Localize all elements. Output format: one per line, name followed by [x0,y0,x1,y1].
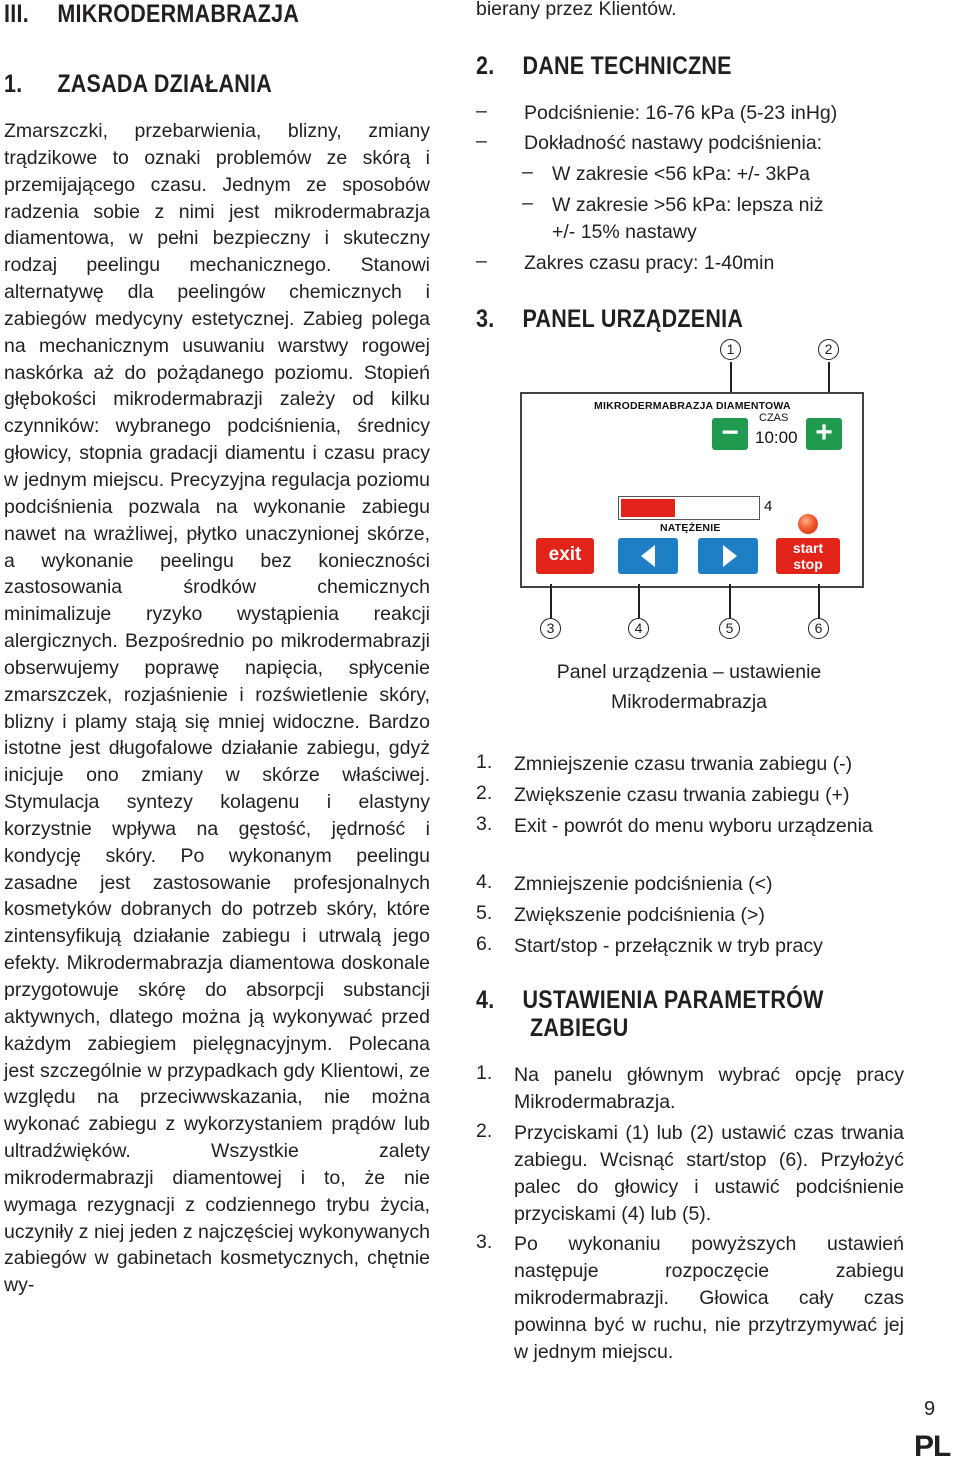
time-label: CZAS [759,412,789,424]
list-number: 1. [476,751,493,773]
start-label: start [792,540,824,556]
list-item-text: Zwiększenie czasu trwania zabiegu (+) [514,784,850,806]
list-item-text: Zmniejszenie podciśnienia (<) [514,873,773,895]
list-item-text: Dokładność nastawy podciśnienia: [524,132,823,154]
section-number: III. [4,0,29,28]
principle-paragraph: Zmarszczki, przebarwienia, blizny, zmiany trądzikowe to oznaki problemów ze skórą i przemijającego czasu. Jednym ze sposobów radzenia sobie z nimi jest mikrodermabrazja diamentowa, w pełni bezpieczny i skuteczny rodzaj peelingu mechanicznego. Stanowi alternatywę dla peelingów chemicznych i zabiegów medycyny estetycznej. Zabieg polega na mechanicznym usuwaniu warstwy rogowej naskórka aż do pożądanego poziomu. Stopień głębokości mikrodermabrazji zależy od kilku czynników: wybranego podciśnienia, średnicy głowicy, stopnia gradacji diamentu i czasu pracy w jednym miejscu. Precyzyjna regulacja poziomu podciśnienia pozwala na wykonanie zabiegu nawet na wrażliwej, płytko unaczynionej skórze, a wykonanie peelingu bez konieczności zastosowania środków chemicznych minimalizuje ryzyko wystąpienia reakcji alergicznych. Bezpośrednio po mikrodermabrazji obserwujemy poprawę napięcia, spłycenie zmarszczek, rozjaśnienie i rozświetlenie skóry, blizny i plamy stają się mniej widoczne. Bardzo istotne jest długofalowe działanie zabiegu, gdyż inicjuje ono zmiany w skórze właściwej. Stymulacja syntezy kolagenu i elastyny korzystnie wpływa na gęstość, jędrność i kondycję skóry. Po wykonanym peelingu zasadne jest zastosowanie profesjonalnych kosmetyków dobranych do potrzeb skóry, które zintensyfikują działanie zabiegu i utrwalą jego efekty. Mikrodermabrazja diamentowa doskonale przygotowuje skórę do absorpcji substancji aktywnych, dlatego można ją wykonywać przed każdym zabiegiem pielęgnacyjnym. Polecana jest szczególnie w przypadkach gdy Klientowi, ze względu na przeciwwskazania, nie można wykonać zabiegu z wykorzystaniem prądów lub ultradźwięków. Wszystkie zalety mikrodermabrazji diamentowej i to, że nie wymaga rezygnacji z codziennego trybu życia, uczyniły z niej jeden z najczęściej wykonywanych zabiegów w gabinetach kosmetycznych, chętnie wy- [4,120,430,1297]
callout-1: 1 [720,339,741,360]
list-item-text: W zakresie <56 kPa: +/- 3kPa [552,163,810,185]
subsection-title-text: DANE TECHNICZNE [522,52,732,80]
list-item-text: W zakresie >56 kPa: lepsza niż +/- 15% nastawy [552,194,824,243]
list-number: 6. [476,933,493,955]
dash: – [476,130,487,152]
section-title [4,0,299,29]
callout-line-5 [729,584,731,618]
dash: – [476,250,487,272]
list-item-text: Exit - powrót do menu wyboru urządzenia [514,815,873,837]
list-item-text: Start/stop - przełącznik w tryb pracy [514,935,823,957]
stop-label: stop [793,556,823,572]
callout-5: 5 [719,618,740,639]
list-number: 2. [476,1120,493,1142]
list-number: 5. [476,902,493,924]
panel-title: MIKRODERMABRAZJA DIAMENTOWA [594,400,791,412]
subsection-title-2 [476,52,732,81]
page-number: 9 [924,1398,936,1420]
subsection-title-4-line-2 [530,1014,629,1043]
increase-vacuum-button[interactable] [698,538,758,574]
arrow-right-icon [723,545,737,567]
subsection-title-1 [4,70,272,99]
intensity-level: 4 [764,498,773,515]
increase-time-button[interactable]: + [806,418,842,450]
dash: – [522,192,533,214]
callout-4: 4 [628,618,649,639]
intensity-bar-fill [621,499,675,517]
list-number: 1. [476,1062,493,1084]
list-item-text: Przyciskami (1) lub (2) ustawić czas trwania zabiegu. Wcisnąć start/stop (6). Przyłożyć palec do głowicy i ustawić podciśnienie przyciskami (4) lub (5). [514,1122,904,1225]
subsection-title-text: ZASADA DZIAŁANIA [57,70,273,98]
subsection-title-4 [476,986,824,1015]
subsection-title-3 [476,305,743,334]
dash: – [522,161,533,183]
figure-caption-line-2: Mikrodermabrazja [610,691,768,713]
time-display: 10:00 [755,428,798,447]
callout-line-6 [818,584,820,618]
principle-body [4,118,430,1299]
exit-button[interactable]: exit [536,538,594,574]
intensity-bar [618,496,760,520]
decrease-vacuum-button[interactable] [618,538,678,574]
decrease-time-button[interactable]: − [712,418,748,450]
subsection-number: 2. [476,52,495,80]
continued-text: bierany przez Klientów. [476,0,677,20]
list-number: 2. [476,782,493,804]
dash: – [476,100,487,122]
start-stop-button[interactable] [776,538,840,574]
list-item-text: Na panelu głównym wybrać opcję pracy Mikrodermabrazja. [514,1064,904,1113]
list-item-text: Zwiększenie podciśnienia (>) [514,904,765,926]
intensity-label: NATĘŻENIE [660,522,721,534]
list-item-text: Zakres czasu pracy: 1-40min [524,252,775,274]
subsection-title-text-1: USTAWIENIA PARAMETRÓW [522,986,824,1014]
status-led [798,514,818,534]
callout-3: 3 [540,618,561,639]
subsection-number: 4. [476,986,495,1014]
subsection-title-text: PANEL URZĄDZENIA [522,305,744,333]
list-number: 4. [476,871,493,893]
list-item-text: Po wykonaniu powyższych ustawień następuje rozpoczęcie zabiegu mikrodermabrazji. Głowica cały czas powinna być w ruchu, nie przytrzymywać jej w jednym miejscu. [514,1233,904,1363]
callout-line-4 [638,584,640,618]
subsection-number: 3. [476,305,495,333]
list-item-text: Zmniejszenie czasu trwania zabiegu (-) [514,753,853,775]
figure-caption-line-1: Panel urządzenia – ustawienie [556,661,822,683]
callout-6: 6 [808,618,829,639]
language-code: PL [914,1430,951,1463]
section-title-text: MIKRODERMABRAZJA [57,0,300,28]
list-number: 3. [476,813,493,835]
callout-line-3 [550,584,552,618]
subsection-title-text-2: ZABIEGU [530,1014,629,1042]
arrow-left-icon [641,545,655,567]
list-item-text: Podciśnienie: 16-76 kPa (5-23 inHg) [524,102,838,124]
device-panel [520,392,864,588]
list-number: 3. [476,1231,493,1253]
subsection-number: 1. [4,70,23,98]
callout-2: 2 [818,339,839,360]
